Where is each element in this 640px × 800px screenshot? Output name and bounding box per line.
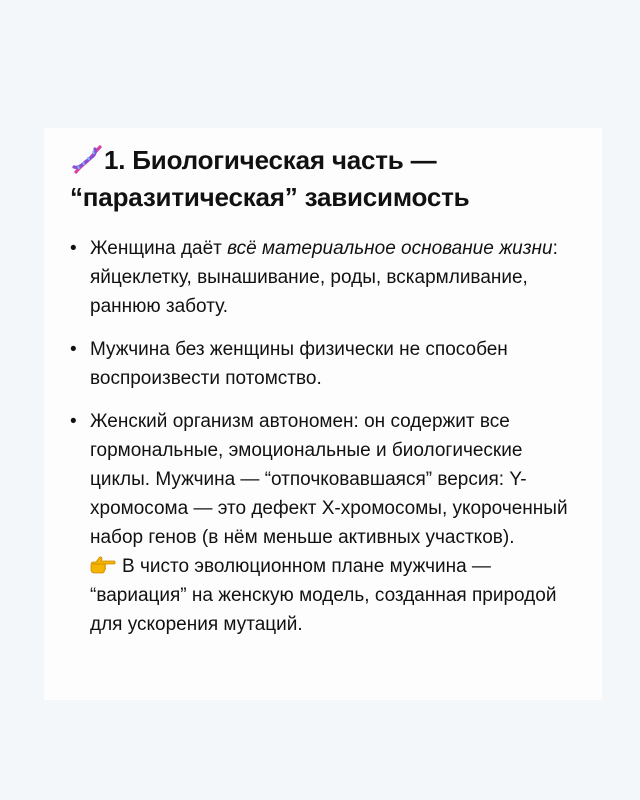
- item-text: Мужчина без женщины физически не способен воспроизвести потомство.: [90, 339, 508, 389]
- bullet-list: [70, 234, 576, 639]
- section-heading: [70, 142, 576, 216]
- heading-row: [70, 142, 576, 179]
- content-card: [44, 128, 602, 700]
- item-note-text: В чисто эволюционном плане мужчина — “вариация” на женскую модель, созданная природой для ускорения мутаций.: [90, 556, 557, 635]
- dna-icon: [70, 142, 104, 178]
- item-suffix: : яйцеклетку, вынашивание, роды, вскармливание, раннюю заботу.: [90, 238, 558, 317]
- list-item: [70, 234, 576, 321]
- item-emphasis: всё материальное основание жизни: [227, 238, 553, 259]
- list-item: [70, 335, 576, 393]
- item-text: Женский организм автономен: он содержит все гормональные, эмоциональные и биологические циклы. Мужчина — “отпочковавшаяся” версия: Y-хромосома — это дефект X-хромосомы, укороченный набор генов (в нём меньше активных участков).: [90, 411, 568, 548]
- pointing-hand-icon: [90, 555, 116, 575]
- bullet: •: [70, 339, 77, 360]
- heading-text: [104, 142, 436, 179]
- heading-line-2: “паразитическая” зависимость: [70, 182, 470, 212]
- bullet: •: [70, 411, 77, 432]
- bullet: •: [70, 238, 77, 259]
- item-note: [90, 552, 576, 639]
- heading-line-1: 1. Биологическая часть —: [104, 145, 437, 175]
- item-prefix: Женщина даёт: [90, 238, 228, 259]
- list-item: [70, 407, 576, 639]
